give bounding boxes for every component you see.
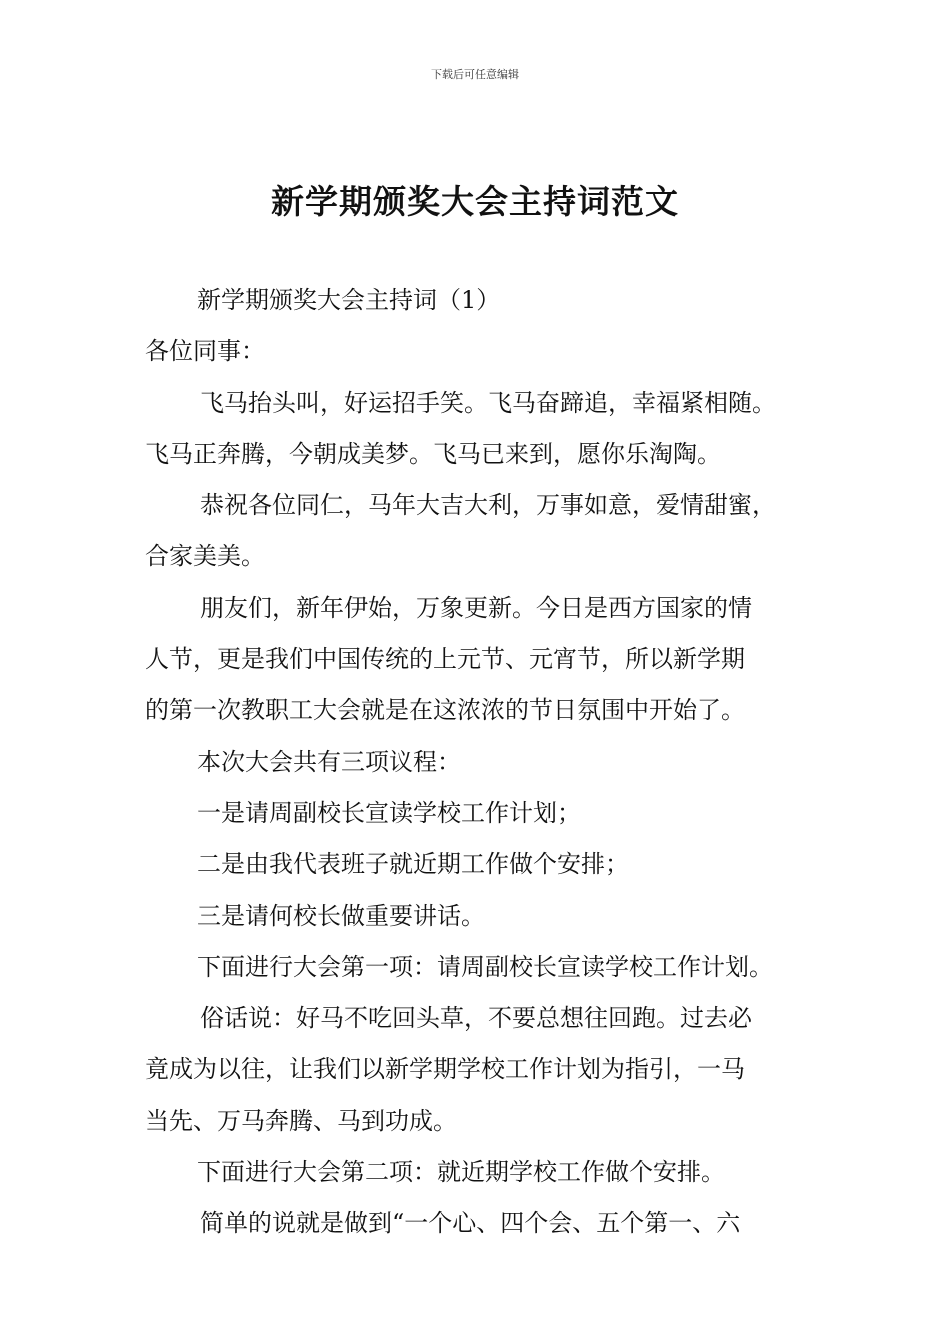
agenda-item: 一是请周副校长宣读学校工作计划；	[197, 798, 581, 827]
paragraph-line: 飞马抬头叫，好运招手笑。飞马奋蹄追，幸福紧相随。	[200, 388, 776, 417]
document-title: 新学期颁奖大会主持词范文	[271, 182, 679, 221]
section-heading: 新学期颁奖大会主持词（1）	[197, 286, 501, 314]
paragraph-line: 朋友们，新年伊始，万象更新。今日是西方国家的情	[200, 593, 752, 622]
paragraph-line: 下面进行大会第一项：请周副校长宣读学校工作计划。	[197, 952, 773, 981]
agenda-item: 三是请何校长做重要讲话。	[197, 901, 485, 930]
paragraph-line: 简单的说就是做到“一个心、四个会、五个第一、六	[200, 1209, 741, 1238]
paragraph-line: 当先、万马奔腾、马到功成。	[145, 1106, 457, 1135]
document-body	[145, 275, 815, 1250]
salutation: 各位同事：	[145, 337, 265, 366]
paragraph-line: 下面进行大会第二项：就近期学校工作做个安排。	[197, 1158, 725, 1187]
paragraph-line: 的第一次教职工大会就是在这浓浓的节日氛围中开始了。	[145, 696, 745, 725]
paragraph-line: 合家美美。	[145, 542, 265, 571]
paragraph-line: 俗话说：好马不吃回头草，不要总想往回跑。过去必	[200, 1004, 752, 1033]
page-header-note: 下载后可任意编辑	[431, 68, 519, 81]
paragraph-line: 人节，更是我们中国传统的上元节、元宵节，所以新学期	[145, 645, 745, 674]
paragraph-line: 飞马正奔腾，今朝成美梦。飞马已来到，愿你乐淘陶。	[145, 439, 721, 468]
paragraph-line: 恭祝各位同仁，马年大吉大利，万事如意，爱情甜蜜，	[200, 491, 776, 520]
paragraph-line: 本次大会共有三项议程：	[197, 747, 461, 776]
paragraph-line: 竟成为以往，让我们以新学期学校工作计划为指引，一马	[145, 1055, 745, 1084]
agenda-item: 二是由我代表班子就近期工作做个安排；	[197, 850, 629, 879]
